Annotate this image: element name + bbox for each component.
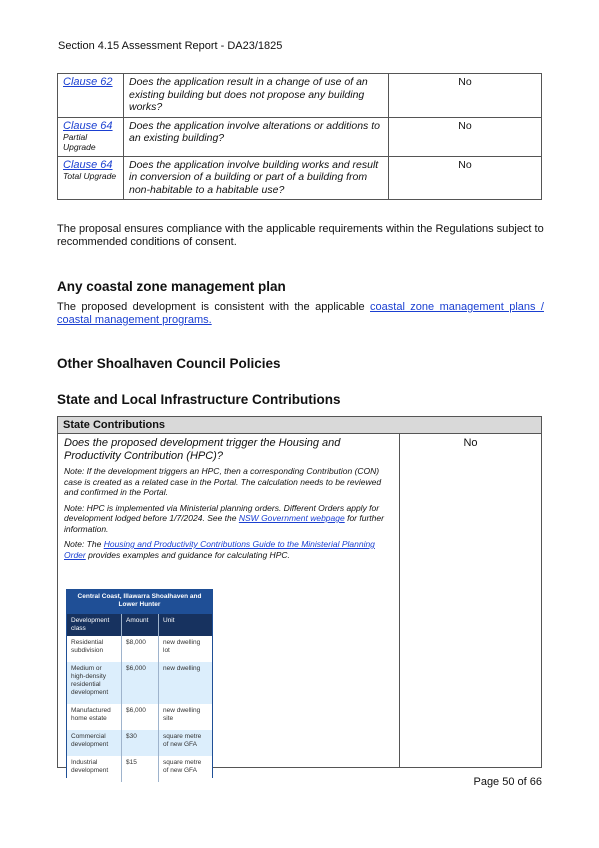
- table-row: Manufactured home estate $6,000 new dwelling site: [67, 704, 212, 730]
- table-row: Residential subdivision $8,000 new dwelling lot: [67, 636, 212, 662]
- hpc-rates-image: [66, 589, 213, 778]
- clause-table: [57, 73, 542, 200]
- hpc-guide-link[interactable]: Housing and Productivity Contributions Guide to the Ministerial Planning Order: [64, 539, 375, 560]
- clause-subtitle: Total Upgrade: [63, 170, 117, 181]
- hpc-question-cell: [58, 434, 400, 774]
- note-ministerial-orders: Note: HPC is implemented via Ministerial planning orders. Different Orders apply for development lodged before 1/7/2024. See the NSW Government webpage for further information.: [64, 502, 384, 534]
- table-row: [58, 156, 542, 200]
- clause-answer: No: [389, 156, 542, 200]
- clause-question: Does the application involve alterations or additions to an existing building?: [124, 117, 389, 156]
- clause-link[interactable]: Clause 64: [63, 158, 113, 171]
- compliance-paragraph: The proposal ensures compliance with the applicable requirements within the Regulations subject to recommended conditions of consent.: [57, 223, 544, 248]
- clause-link[interactable]: Clause 62: [63, 76, 113, 88]
- table-row: Commercial development $30 square metre of new GFA: [67, 730, 212, 756]
- table-row: Medium or high-density residential development $6,000 new dwelling: [67, 662, 212, 704]
- clause-answer: No: [389, 74, 542, 118]
- clause-answer: No: [389, 117, 542, 156]
- hpc-answer: No: [463, 437, 478, 449]
- hpc-col-amount: Amount: [122, 614, 159, 636]
- table-row: [58, 74, 542, 118]
- contributions-heading: State and Local Infrastructure Contributions: [57, 392, 341, 407]
- hpc-region-title: Central Coast, Illawarra Shoalhaven and Lower Hunter: [67, 590, 212, 614]
- table-row: [58, 117, 542, 156]
- clause-question: Does the application result in a change of use of an existing building but does not propose any building works?: [124, 74, 389, 118]
- clause-link[interactable]: Clause 64: [63, 119, 113, 132]
- nsw-government-link[interactable]: NSW Government webpage: [238, 513, 345, 523]
- coastal-heading: Any coastal zone management plan: [57, 279, 286, 294]
- hpc-col-unit: Unit: [159, 614, 213, 636]
- note-guide: Note: The Housing and Productivity Contributions Guide to the Ministerial Planning Order provides examples and guidance for calculating HPC.: [64, 539, 375, 560]
- state-contributions-header: State Contributions: [58, 417, 541, 434]
- hpc-col-class: Development class: [67, 614, 122, 636]
- hpc-rates-table: [67, 590, 212, 782]
- coastal-plans-link[interactable]: coastal zone management plans / coastal management programs.: [57, 301, 544, 326]
- clause-subtitle: Partial Upgrade: [63, 131, 96, 152]
- state-contributions-table: [57, 416, 542, 774]
- page-number: Page 50 of 66: [473, 776, 542, 788]
- hpc-question: Does the proposed development trigger the Housing and Productivity Contribution (HPC)?: [64, 437, 341, 462]
- note-con-case: Note: If the development triggers an HPC, then a corresponding Contribution (CON) case is created as a related case in the Portal. The calculation needs to be reviewed and confirmed in the Portal.: [64, 466, 382, 497]
- document-header: Section 4.15 Assessment Report - DA23/1825: [58, 40, 283, 52]
- other-policies-heading: Other Shoalhaven Council Policies: [57, 356, 281, 371]
- clause-question: Does the application involve building works and result in conversion of a building or part of a building from non-habitable to a habitable use?: [124, 156, 389, 200]
- table-row: Industrial development $15 square metre of new GFA: [67, 756, 212, 782]
- coastal-paragraph: The proposed development is consistent with the applicable coastal zone management plans / coastal management programs.: [57, 301, 544, 326]
